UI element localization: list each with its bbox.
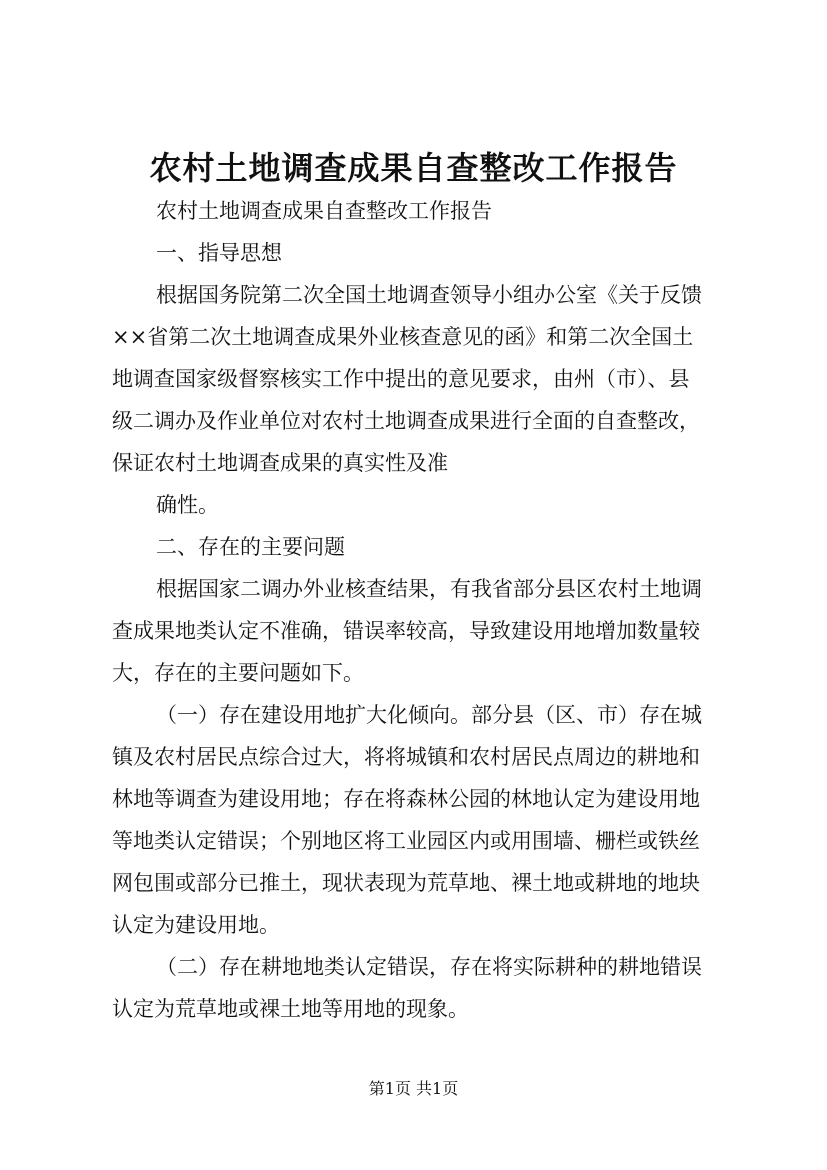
body-line: 大，存在的主要问题如下。: [112, 661, 364, 685]
body-line: 根据国家二调办外业核查结果，有我省部分县区农村土地调: [156, 577, 702, 601]
body-line: 根据国务院第二次全国土地调查领导小组办公室《关于反馈: [156, 283, 702, 307]
document-body: [112, 190, 732, 1030]
body-line: 级二调办及作业单位对农村土地调查成果进行全面的自查整改，: [112, 409, 700, 433]
body-line: 查成果地类认定不准确，错误率较高，导致建设用地增加数量较: [112, 619, 700, 643]
body-line: 保证农村土地调查成果的真实性及准: [112, 451, 448, 475]
document-title: 农村土地调查成果自查整改工作报告: [149, 149, 678, 187]
body-line: 等地类认定错误；个别地区将工业园区内或用围墙、栅栏或铁丝: [112, 829, 700, 853]
body-line: ××省第二次土地调查成果外业核查意见的函》和第二次全国土: [112, 325, 694, 349]
subsection-line: （二）存在耕地地类认定错误，存在将实际耕种的耕地错误: [156, 955, 702, 979]
section-heading: 二、存在的主要问题: [156, 535, 345, 559]
body-line: 网包围或部分已推土，现状表现为荒草地、裸土地或耕地的地块: [112, 871, 700, 895]
subsection-line: （一）存在建设用地扩大化倾向。部分县（区、市）存在城: [156, 703, 702, 727]
body-line: 认定为建设用地。: [112, 913, 280, 937]
page-number-footer: 第1页 共1页: [368, 1079, 459, 1098]
body-line: 林地等调查为建设用地；存在将森林公园的林地认定为建设用地: [112, 787, 700, 811]
section-heading: 一、指导思想: [156, 241, 282, 265]
body-line: 镇及农村居民点综合过大，将将城镇和农村居民点周边的耕地和: [112, 745, 700, 769]
body-line: 农村土地调查成果自查整改工作报告: [156, 199, 492, 223]
body-line: 地调查国家级督察核实工作中提出的意见要求，由州（市）、县: [112, 367, 690, 391]
body-line: 认定为荒草地或裸土地等用地的现象。: [112, 997, 469, 1021]
body-line: 确性。: [156, 493, 219, 517]
